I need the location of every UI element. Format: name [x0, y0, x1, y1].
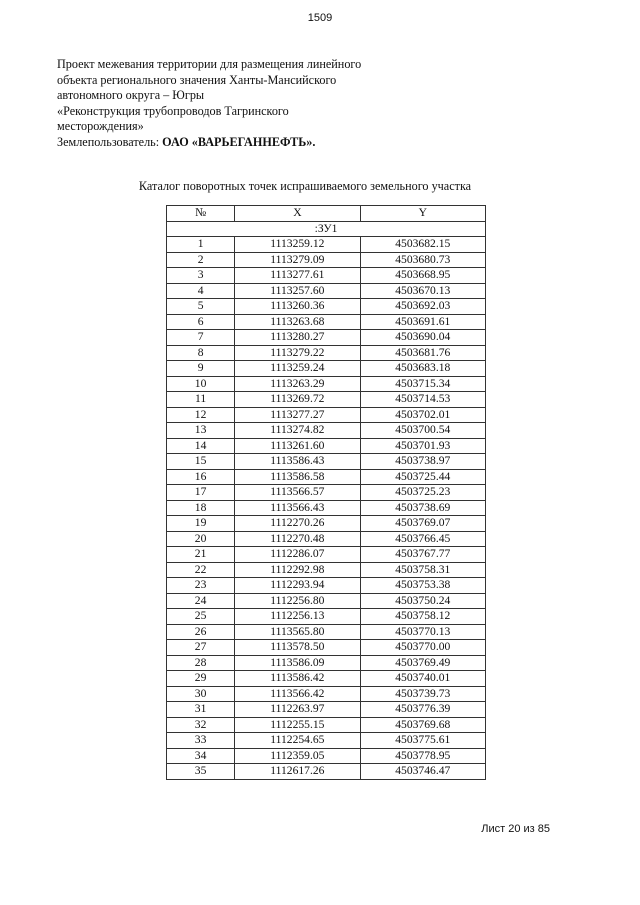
y-coordinate: 4503769.49 [360, 655, 485, 671]
y-coordinate: 4503670.13 [360, 283, 485, 299]
y-coordinate: 4503769.68 [360, 717, 485, 733]
point-number: 33 [167, 733, 235, 749]
x-coordinate: 1113269.72 [235, 392, 360, 408]
y-coordinate: 4503715.34 [360, 376, 485, 392]
table-row [167, 733, 486, 749]
point-number: 29 [167, 671, 235, 687]
point-number: 9 [167, 361, 235, 377]
landowner-label: Землепользователь: [57, 134, 160, 149]
x-coordinate: 1113280.27 [235, 330, 360, 346]
table-row [167, 764, 486, 780]
header-line: объекта регионального значения Ханты-Мансийского [57, 72, 337, 87]
point-number: 27 [167, 640, 235, 656]
x-coordinate: 1112270.48 [235, 531, 360, 547]
y-coordinate: 4503714.53 [360, 392, 485, 408]
x-coordinate: 1113586.42 [235, 671, 360, 687]
x-coordinate: 1113586.58 [235, 469, 360, 485]
table-row [167, 454, 486, 470]
landowner-value: ОАО «ВАРЬЕГАННЕФТЬ». [162, 134, 316, 149]
landowner-line [57, 135, 387, 151]
x-coordinate: 1112256.13 [235, 609, 360, 625]
header-line: автономного округа – Югры [57, 88, 205, 102]
table-row [167, 562, 486, 578]
x-coordinate: 1112617.26 [235, 764, 360, 780]
x-coordinate: 1113279.09 [235, 252, 360, 268]
table-row [167, 531, 486, 547]
point-number: 5 [167, 299, 235, 315]
point-number: 25 [167, 609, 235, 625]
x-coordinate: 1113586.43 [235, 454, 360, 470]
y-coordinate: 4503758.31 [360, 562, 485, 578]
table-row [167, 547, 486, 563]
x-coordinate: 1113263.29 [235, 376, 360, 392]
y-coordinate: 4503769.07 [360, 516, 485, 532]
table-row [167, 314, 486, 330]
table-header-row [167, 206, 486, 222]
table-row [167, 345, 486, 361]
x-coordinate: 1113261.60 [235, 438, 360, 454]
y-coordinate: 4503725.44 [360, 469, 485, 485]
y-coordinate: 4503776.39 [360, 702, 485, 718]
header-line: Проект межевания территории для размещения линейного [57, 57, 362, 71]
table-row [167, 469, 486, 485]
table-row [167, 702, 486, 718]
y-coordinate: 4503725.23 [360, 485, 485, 501]
table-row [167, 516, 486, 532]
y-coordinate: 4503767.77 [360, 547, 485, 563]
point-number: 1 [167, 237, 235, 253]
table-row [167, 485, 486, 501]
point-number: 28 [167, 655, 235, 671]
table-row [167, 407, 486, 423]
catalog-title: Каталог поворотных точек испрашиваемого земельного участка [138, 179, 472, 193]
x-coordinate: 1113565.80 [235, 624, 360, 640]
table-row [167, 655, 486, 671]
x-coordinate: 1112286.07 [235, 547, 360, 563]
table-row [167, 500, 486, 516]
y-coordinate: 4503738.69 [360, 500, 485, 516]
table-row [167, 361, 486, 377]
sheet-counter: Лист 20 из 85 [481, 823, 550, 835]
table-row [167, 376, 486, 392]
point-number: 22 [167, 562, 235, 578]
x-coordinate: 1113263.68 [235, 314, 360, 330]
y-coordinate: 4503701.93 [360, 438, 485, 454]
y-coordinate: 4503746.47 [360, 764, 485, 780]
table-row [167, 392, 486, 408]
table-row [167, 578, 486, 594]
x-coordinate: 1113259.12 [235, 237, 360, 253]
point-number: 8 [167, 345, 235, 361]
point-number: 10 [167, 376, 235, 392]
x-coordinate: 1113578.50 [235, 640, 360, 656]
x-coordinate: 1113566.42 [235, 686, 360, 702]
point-number: 17 [167, 485, 235, 501]
point-number: 7 [167, 330, 235, 346]
y-coordinate: 4503775.61 [360, 733, 485, 749]
y-coordinate: 4503753.38 [360, 578, 485, 594]
y-coordinate: 4503739.73 [360, 686, 485, 702]
point-number: 19 [167, 516, 235, 532]
point-number: 2 [167, 252, 235, 268]
point-number: 31 [167, 702, 235, 718]
point-number: 12 [167, 407, 235, 423]
x-coordinate: 1113277.27 [235, 407, 360, 423]
y-coordinate: 4503770.13 [360, 624, 485, 640]
table-row [167, 609, 486, 625]
x-coordinate: 1112292.98 [235, 562, 360, 578]
point-number: 11 [167, 392, 235, 408]
y-coordinate: 4503682.15 [360, 237, 485, 253]
y-coordinate: 4503668.95 [360, 268, 485, 284]
y-coordinate: 4503683.18 [360, 361, 485, 377]
table-row [167, 640, 486, 656]
point-number: 35 [167, 764, 235, 780]
table-row [167, 593, 486, 609]
document-header [57, 57, 387, 150]
y-coordinate: 4503738.97 [360, 454, 485, 470]
y-coordinate: 4503740.01 [360, 671, 485, 687]
x-coordinate: 1113566.43 [235, 500, 360, 516]
section-label: :ЗУ1 [167, 221, 486, 237]
header-line: «Реконструкция трубопроводов Тагринского [57, 103, 289, 118]
point-number: 30 [167, 686, 235, 702]
point-number: 20 [167, 531, 235, 547]
table-row [167, 686, 486, 702]
x-coordinate: 1112254.65 [235, 733, 360, 749]
x-coordinate: 1113274.82 [235, 423, 360, 439]
coordinates-table [166, 205, 486, 780]
point-number: 4 [167, 283, 235, 299]
column-header-number: № [167, 206, 235, 222]
x-coordinate: 1112263.97 [235, 702, 360, 718]
point-number: 16 [167, 469, 235, 485]
point-number: 23 [167, 578, 235, 594]
x-coordinate: 1113586.09 [235, 655, 360, 671]
x-coordinate: 1113279.22 [235, 345, 360, 361]
x-coordinate: 1113566.57 [235, 485, 360, 501]
y-coordinate: 4503770.00 [360, 640, 485, 656]
y-coordinate: 4503692.03 [360, 299, 485, 315]
table-row [167, 252, 486, 268]
header-line: месторождения» [57, 119, 144, 133]
x-coordinate: 1112293.94 [235, 578, 360, 594]
section-row [167, 221, 486, 237]
point-number: 3 [167, 268, 235, 284]
table-row [167, 671, 486, 687]
y-coordinate: 4503690.04 [360, 330, 485, 346]
x-coordinate: 1113260.36 [235, 299, 360, 315]
table-row [167, 330, 486, 346]
table-row [167, 423, 486, 439]
point-number: 6 [167, 314, 235, 330]
y-coordinate: 4503700.54 [360, 423, 485, 439]
y-coordinate: 4503702.01 [360, 407, 485, 423]
x-coordinate: 1112256.80 [235, 593, 360, 609]
y-coordinate: 4503681.76 [360, 345, 485, 361]
table-row [167, 748, 486, 764]
point-number: 21 [167, 547, 235, 563]
table-row [167, 283, 486, 299]
y-coordinate: 4503691.61 [360, 314, 485, 330]
point-number: 14 [167, 438, 235, 454]
x-coordinate: 1112359.05 [235, 748, 360, 764]
y-coordinate: 4503750.24 [360, 593, 485, 609]
y-coordinate: 4503680.73 [360, 252, 485, 268]
x-coordinate: 1112270.26 [235, 516, 360, 532]
table-row [167, 268, 486, 284]
point-number: 26 [167, 624, 235, 640]
column-header-x: X [235, 206, 360, 222]
y-coordinate: 4503766.45 [360, 531, 485, 547]
point-number: 32 [167, 717, 235, 733]
table-row [167, 624, 486, 640]
point-number: 13 [167, 423, 235, 439]
point-number: 18 [167, 500, 235, 516]
x-coordinate: 1113257.60 [235, 283, 360, 299]
table-row [167, 438, 486, 454]
page-number: 1509 [307, 12, 333, 24]
column-header-y: Y [360, 206, 485, 222]
y-coordinate: 4503758.12 [360, 609, 485, 625]
table-row [167, 237, 486, 253]
table-row [167, 717, 486, 733]
x-coordinate: 1113259.24 [235, 361, 360, 377]
table-row [167, 299, 486, 315]
x-coordinate: 1113277.61 [235, 268, 360, 284]
point-number: 34 [167, 748, 235, 764]
point-number: 24 [167, 593, 235, 609]
x-coordinate: 1112255.15 [235, 717, 360, 733]
point-number: 15 [167, 454, 235, 470]
y-coordinate: 4503778.95 [360, 748, 485, 764]
